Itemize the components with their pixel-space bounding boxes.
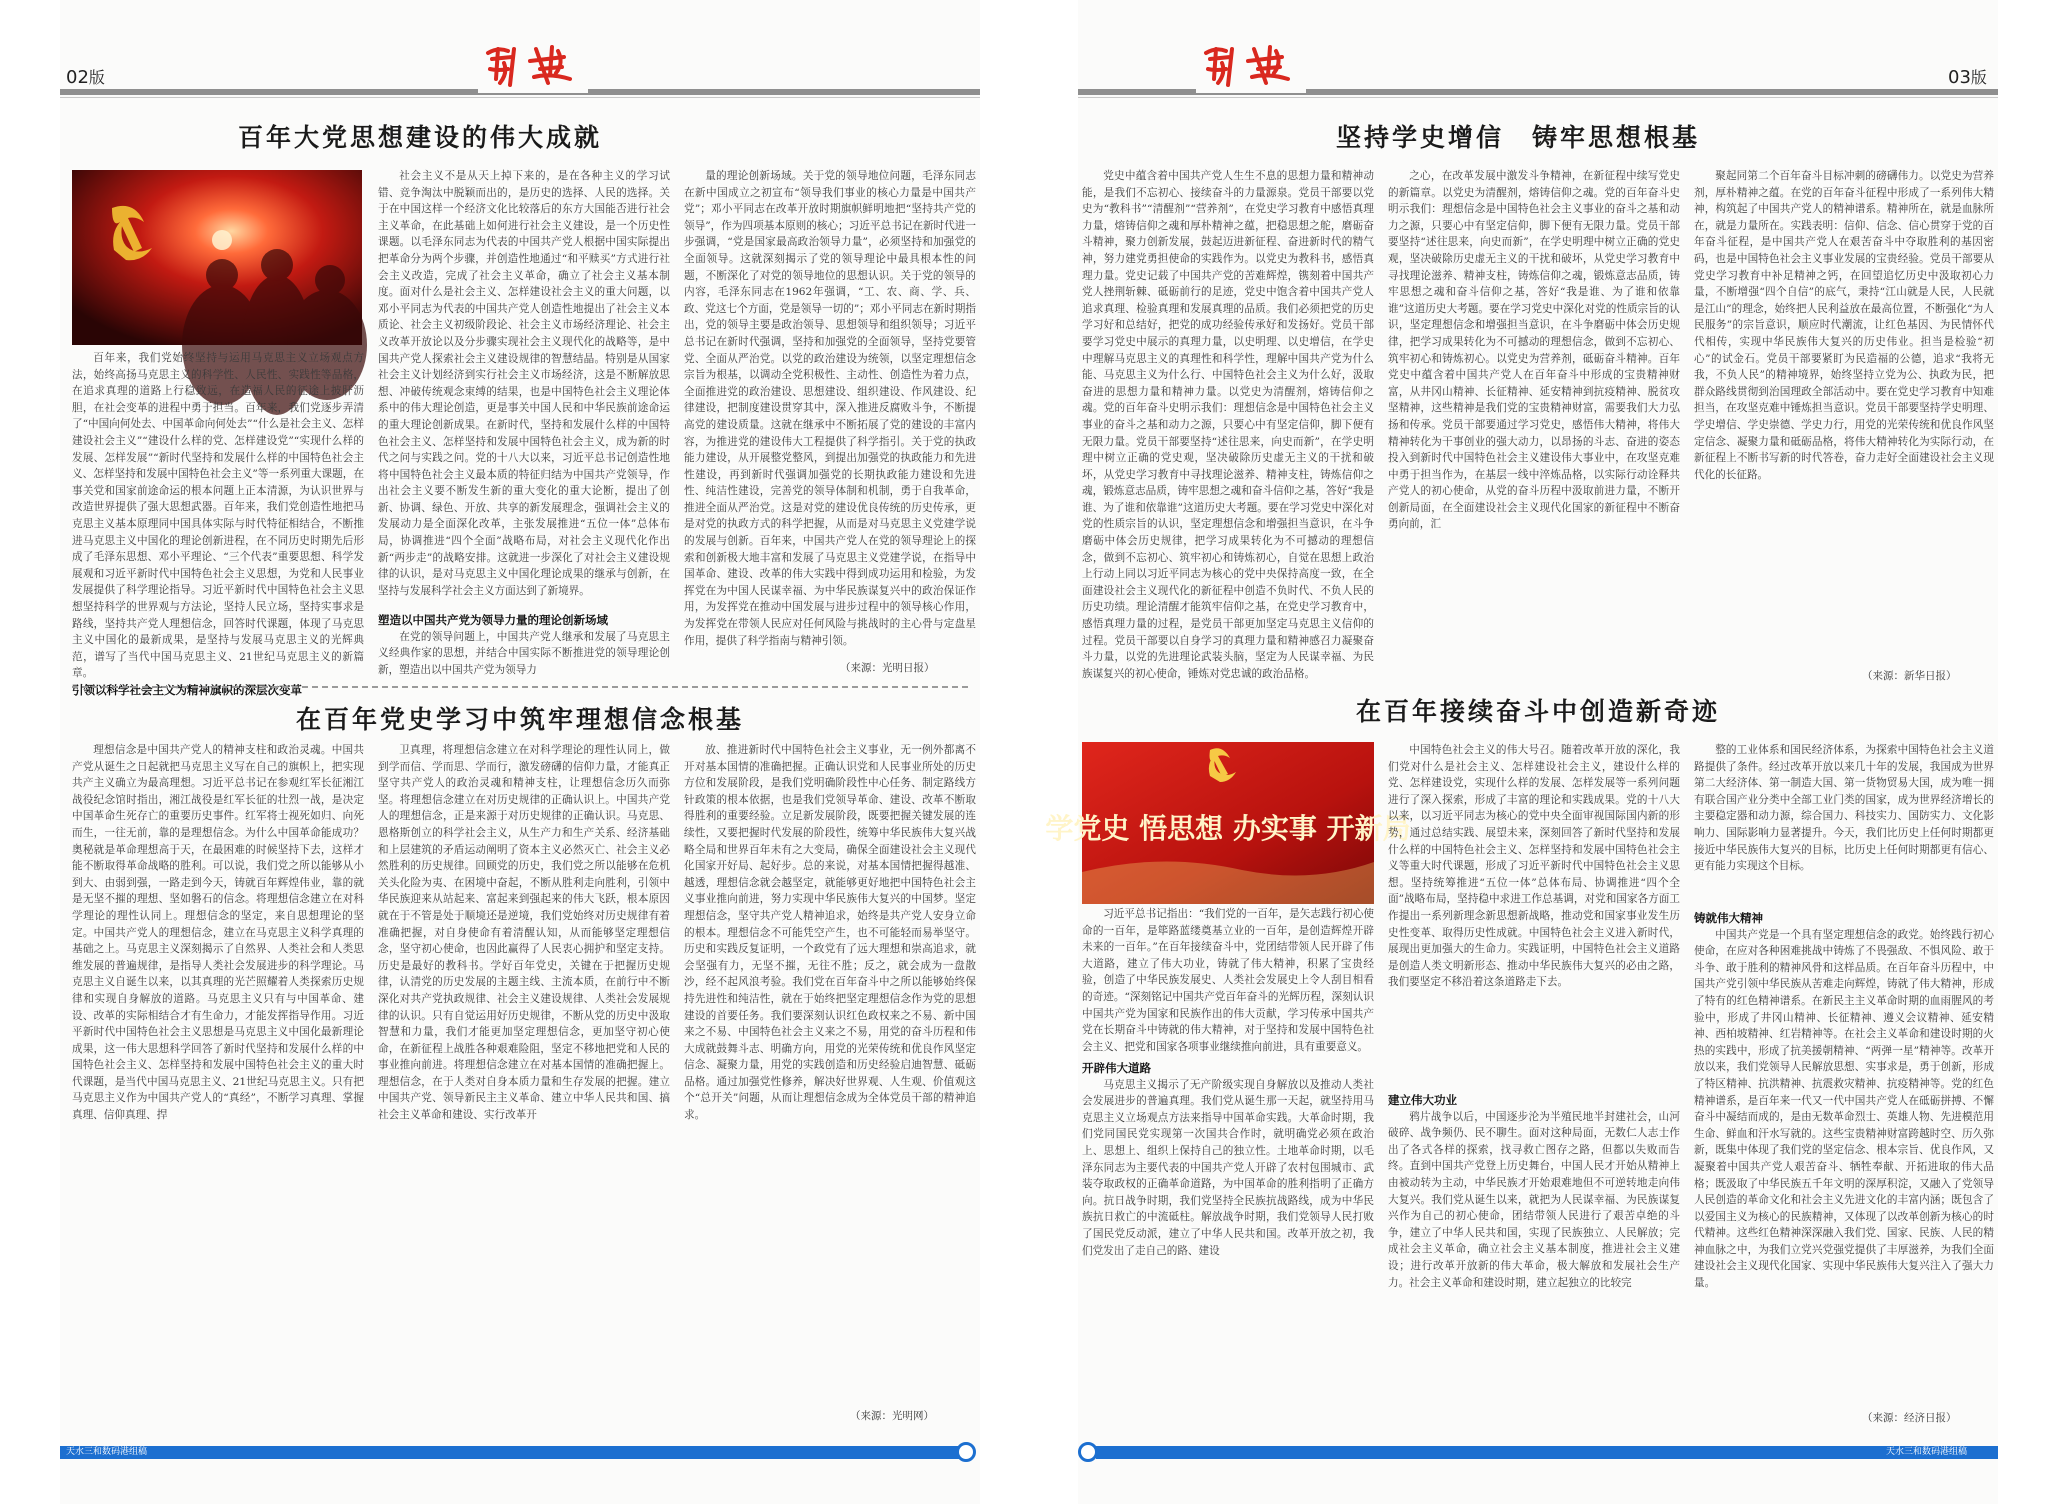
paragraph: 马克思主义揭示了无产阶级实现自身解放以及推动人类社会发展进步的普遍真理。我们党从诞生那一天起，就坚持用马克思主义立场观点方法来指导中国革命实践。大革命时期，我们党同国民党实现第一次国共合作时，就明确党必须在政治上、思想上、组织上保持自己的独立性。土地革命时期，以毛泽东同志为主要代表的中国共产党人开辟了农村包围城市、武装夺取政权的正确革命道路，为中国革命的胜利指明了正确方向。抗日战争时期，我们党坚持全民族抗战路线，成为中华民族抗日救亡的中流砥柱。解放战争时期，我们党领导人民打败了国民党反动派，建立了中华人民共和国。改革开放之初，我们党发出了走自己的路、建设 [1082, 1078, 1374, 1257]
article-column [378, 168, 670, 608]
paragraph: 中国共产党是一个具有坚定理想信念的政党。始终践行初心使命，在应对各种困难挑战中铸炼了不畏强敌、不惧风险、敢于斗争、敢于胜利的精神风骨和这样品质。在百年奋斗历程中，中国共产党引领中华民族从苦难走向辉煌，铸就了伟大精神，形成了特有的红色精神谱系。在新民主主义革命时期的血雨腥风的考验中，形成了井冈山精神、长征精神、遵义会议精神、延安精神、西柏坡精神、红岩精神等。在社会主义革命和建设时期的火热的实践中，形成了抗美援朝精神、“两弹一星”精神等。改革开放以来，我们党领导人民解放思想、实事求是，勇于创新，形成了特区精神、抗洪精神、抗震救灾精神、抗疫精神等。党的红色精神谱系，是百年来一代又一代中国共产党人在砥砺拼搏、不懈奋斗中凝结而成的，是由无数革命烈士、英雄人物、先进模范用生命、鲜血和汗水写就的。这些宝贵精神财富跨越时空、历久弥新，既集中体现了我们党的坚定信念、根本宗旨、优良作风，又凝聚着中国共产党人艰苦奋斗、牺牲奉献、开拓进取的伟大品格；既汲取了中华民族五千年文明的深厚积淀，又融入了党领导人民创造的革命文化和社会主义先进文化的丰富内涵；既包含了以爱国主义为核心的民族精神，又体现了以改革创新为核心的时代精神。这些红色精神深深融入我们党、国家、民族、人民的精神血脉之中，为我们立党兴党强党提供了丰厚滋养，为我们全面建设社会主义现代化国家、实现中华民族伟大复兴注入了强大力量。 [1694, 928, 1994, 1290]
article-column [1082, 168, 1374, 684]
source-credit: （来源：光明网） [850, 1410, 934, 1422]
source-credit: （来源：新华日报） [1862, 670, 1957, 682]
article-column [1388, 168, 1680, 684]
paragraph: 放、推进新时代中国特色社会主义事业，无一例外都离不开对基本国情的准确把握。正确认识党和人民事业所处的历史方位和发展阶段，是我们党明确阶段性中心任务、制定路线方针政策的根本依据，也是我们党领导革命、建设、改革不断取得胜利的重要经验。立足新发展阶段，既要把握关键发展的连续性，又要把握时代发展的阶段性，统筹中华民族伟大复兴战略全局和世界百年未有之大变局，确保全面建设社会主义现代化国家开好局、起好步。总的来说，对基本国情把握得越准、越透，理想信念就会越坚定，就能够更好地把中国特色社会主义事业推向前进，努力实现中华民族伟大复兴的中国梦。坚定理想信念，坚守共产党人精神追求，始终是共产党人安身立命的根本。理想信念不可能凭空产生，也不可能轻而易举坚守。历史和实践反复证明，一个政党有了远大理想和崇高追求，就会坚强有力，无坚不摧，无往不胜；反之，就会成为一盘散沙，经不起风浪考验。我们党在百年奋斗中之所以能够始终保持先进性和纯洁性，就在于始终把坚定理想信念作为党的思想建设的首要任务。我们要深刻认识红色政权来之不易、新中国来之不易、中国特色社会主义来之不易，用党的奋斗历程和伟大成就鼓舞斗志、明确方向，用党的光荣传统和优良作风坚定信念、凝聚力量，用党的实践创造和历史经验启迪智慧、砥砺品格。通过加强党性修养，解决好世界观、人生观、价值观这个“总开关”问题，从而让理想信念成为全体党员干部的精神追求。 [684, 744, 976, 1122]
paragraph: 聚起同第二个百年奋斗目标冲刺的磅礴伟力。以党史为营养剂，厚朴精神之蕴。在党的百年奋斗征程中形成了一系列伟大精神，构筑起了中国共产党人的精神谱系。精神所在，就是血脉所在，就是力量所在。实践表明：信仰、信念、信心贯穿于党的百年奋斗征程，是中国共产党人在艰苦奋斗中夺取胜利的基因密码，也是中国特色社会主义事业发展的宝贵经验。党员干部要从党史学习教育中补足精神之钙，在回望追忆历史中汲取初心力量，不断增强“四个自信”的底气，秉持“江山就是人民，人民就是江山”的理念，始终把人民利益放在最高位置，不断强化“为人民服务”的宗旨意识，顺应时代潮流，让红色基因、为民情怀代代相传，实现中华民族伟大复兴的历史伟业。担当是检验“初心”的试金石。党员干部要紧盯为民造福的公德，追求“我将无我，不负人民”的精神境界，始终坚持立党为公、执政为民，把群众路线贯彻到治国理政全部活动中。要在党史学习教育中知难担当，在攻坚克难中锤炼担当意识。党员干部要坚持学史明理、学史增信、学史崇德、学史力行，用党的光荣传统和优良作风坚定信念、凝聚力量和砥砺品格，将伟大精神转化为实际行动，在新征程上不断书写新的时代答卷，奋力走好全面建设社会主义现代化的长征路。 [1694, 170, 1994, 481]
section-subhead: 开辟伟大道路 [1082, 1061, 1151, 1075]
edition-number: 02版 [66, 67, 105, 88]
footer-circle [956, 1442, 976, 1462]
left-page [60, 0, 980, 1504]
paragraph: 理想信念是中国共产党人的精神支柱和政治灵魂。中国共产党从诞生之日起就把马克思主义写在自己的旗帜上，把实现共产主义确立为最高理想。习近平总书记在参观红军长征湘江战役纪念馆时指出，湘江战役是红军长征的壮烈一战，是决定中国革命生死存亡的重要历史事件。红军将士视死如归、向死而生，一往无前，靠的是理想信念。为什么中国革命能成功？奥秘就是革命理想高于天，在最困难的时候坚持下去，这样才能不断取得革命战略的胜利。可以说，我们党之所以能够从小到大、由弱到强，一路走到今天，铸就百年辉煌伟业，靠的就是无坚不摧的理想、坚如磐石的信念。将理想信念建立在对科学理论的理性认同上。理想信念的坚定，来自思想理论的坚定。中国共产党人的理想信念，建立在马克思主义科学真理的基础之上。马克思主义深刻揭示了自然界、人类社会和人类思维发展的普遍规律，是指导人类社会发展进步的科学理论。马克思主义自诞生以来，以其真理的光芒照耀着人类探索历史规律和实现自身解放的道路。马克思主义只有与中国革命、建设、改革的实际相结合才有生命力，才能发挥指导作用。习近平新时代中国特色社会主义思想是马克思主义中国化最新理论成果，这一伟大思想科学回答了新时代坚持和发展什么样的中国特色社会主义、怎样坚持和发展中国特色社会主义的重大时代课题，是当代中国马克思主义、21世纪马克思主义。只有把马克思主义作为中国共产党人的“真经”，不断学习真理、掌握真理、信仰真理、捍 [72, 744, 364, 1122]
paragraph: 鸦片战争以后，中国逐步沦为半殖民地半封建社会，山河破碎、战争频仍、民不聊生。面对这种局面，无数仁人志士作出了各式各样的探索，找寻救亡图存之路，但都以失败而告终。直到中国共产党登上历史舞台，中国人民才开始从精神上由被动转为主动，中华民族才开始艰难地但不可逆转地走向伟大复兴。我们党从诞生以来，就把为人民谋幸福、为民族谋复兴作为自己的初心使命，团结带领人民进行了艰苦卓绝的斗争，建立了中华人民共和国，实现了民族独立、人民解放；完成社会主义革命，确立社会主义基本制度，推进社会主义建设；进行改革开放新的伟大革命，极大解放和发展社会生产力。社会主义革命和建设时期，建立起独立的比较完 [1388, 1110, 1680, 1289]
dangjian-logo [478, 39, 588, 93]
article-column [72, 350, 364, 697]
right-header [1078, 55, 1998, 99]
article-column [1388, 1092, 1680, 1432]
party-history-banner [1045, 742, 1411, 904]
edition-number: 03版 [1948, 67, 1987, 88]
footer-circle [1078, 1442, 1098, 1462]
dangjian-logo [1196, 39, 1306, 93]
article-title: 百年大党思想建设的伟大成就 [237, 123, 602, 152]
paragraph: 量的理论创新场域。关于党的领导地位问题，毛泽东同志在新中国成立之初宣布“领导我们事业的核心力量是中国共产党”；邓小平同志在改革开放时期旗帜鲜明地把“坚持共产党的领导”，作为四项基本原则的核心；习近平总书记在新时代进一步强调，“党是国家最高政治领导力量”，必须坚持和加强党的全面领导。这就深刻揭示了党的领导理论中最具根本性的问题，不断深化了对党的领导地位的思想认识。关于党的领导的内容，毛泽东同志在1962年强调，“工、农、商、学、兵、政、党这七个方面，党是领导一切的”；邓小平同志在新时期指出，党的领导主要是政治领导、思想领导和组织领导；习近平总书记在新时代强调，坚持和加强党的全面领导，坚持党要管党、全面从严治党。以党的政治建设为统领，以坚定理想信念宗旨为根基，以调动全党积极性、主动性、创造性为着力点，全面推进党的政治建设、思想建设、组织建设、作风建设、纪律建设，把制度建设贯穿其中，深入推进反腐败斗争，不断提高党的建设质量。这就在继承中不断拓展了党的建设的丰富内容，为推进党的建设伟大工程提供了科学指引。关于党的执政能力建设，从开展整党整风，到提出加强党的执政能力和先进性建设，再到新时代强调加强党的长期执政能力建设和先进性、纯洁性建设，完善党的领导体制和机制，勇于自我革命，推进全面从严治党。这是对党的建设优良传统的历史传承，更是对党的执政方式的科学把握，从而是对马克思主义党建学说的发展与创新。百年来，中国共产党人在党的领导理论上的探索和创新极大地丰富和发展了马克思主义党建学说，在指导中国革命、建设、改革的伟大实践中得到成功运用和检验，为发挥党在为中国人民谋幸福、为中华民族谋复兴中的政治保证作用，为发挥党在推动中国发展与进步过程中的领导核心作用，为发挥党在带领人民应对任何风险与挑战时的主心骨与定盘星作用，提供了科学指南与精神引领。 [684, 170, 976, 647]
left-header [60, 55, 980, 99]
left-footer [60, 1442, 980, 1466]
article-column [684, 168, 976, 654]
paragraph: 在党的领导问题上，中国共产党人继承和发展了马克思主义经典作家的思想，并结合中国实际不断推进党的领导理论创新，塑造出以中国共产党为领导力 [378, 630, 670, 676]
source-credit: （来源：经济日报） [1862, 1412, 1957, 1424]
article-column [1694, 168, 1994, 664]
section-subhead: 铸就伟大精神 [1694, 911, 1763, 925]
article-column [1388, 742, 1680, 1088]
section-subhead: 塑造以中国共产党为领导力量的理论创新场域 [378, 613, 608, 627]
article-title: 坚持学史增信 铸牢思想根基 [1335, 123, 1700, 152]
right-page [1045, 0, 1998, 1504]
paragraph: 社会主义不是从天上掉下来的，是在各种主义的学习试错、竞争淘汰中脱颖而出的，是历史的选择、人民的选择。关于在中国这样一个经济文化比较落后的东方大国能否进行社会主义革命，在此基础上如何进行社会主义建设，是一个历史性课题。以毛泽东同志为代表的中国共产党人根据中国实际提出把革命分为两个步骤，并创造性地通过“和平赎买”方式进行社会主义改造，完成了社会主义革命，确立了社会主义基本制度。面对什么是社会主义、怎样建设社会主义的重大问题，以邓小平同志为代表的中国共产党人创造性地提出了社会主义本质论、社会主义初级阶段论、社会主义市场经济理论、社会主义改革开放论以及分步骤实现社会主义现代化的战略等，是中国共产党人探索社会主义建设规律的智慧结晶。特别是从国家社会主义计划经济到实行社会主义市场经济，这是不断解放思想、冲破传统观念束缚的结果，也是中国特色社会主义理论体系中的伟大理论创造，更是事关中国人民和中华民族前途命运的重大理论创新成果。在新时代，坚持和发展什么样的中国特色社会主义、怎样坚持和发展中国特色社会主义，成为新的时代之问与实践之问。党的十八大以来，习近平总书记创造性地将中国特色社会主义最本质的特征归结为中国共产党领导，作出社会主义要不断发生新的重大变化的重大论断，提出了创新、协调、绿色、开放、共享的新发展理念，强调社会主义的发展动力是全面深化改革，主张发展推进“五位一体”总体布局，协调推进“四个全面”战略布局，对社会主义现代化作出新“两步走”的战略安排。这就进一步深化了对社会主义建设规律的认识，是对马克思主义中国化理论成果的继承与创新，在坚持与发展科学社会主义方面达到了新境界。 [378, 170, 670, 597]
article-column [684, 742, 976, 1402]
paragraph: 中国特色社会主义的伟大号召。随着改革开放的深化，我们党对什么是社会主义、怎样建设社会主义，建设什么样的党、怎样建设党，实现什么样的发展、怎样发展等一系列问题进行了深入探索，形成了丰富的理论和实践成果。党的十八大以来，以习近平同志为核心的党中央全面审视国际国内新的形势，通过总结实践、展望未来，深刻回答了新时代坚持和发展什么样的中国特色社会主义、怎样坚持和发展中国特色社会主义等重大时代课题，形成了习近平新时代中国特色社会主义思想。坚持统筹推进“五位一体”总体布局、协调推进“四个全面”战略布局，坚持稳中求进工作总基调，对党和国家各方面工作提出一系列新理念新思想新战略，推动党和国家事业发生历史性变革、取得历史性成就。中国特色社会主义进入新时代，展现出更加强大的生命力。实践证明，中国特色社会主义道路是创造人类文明新形态、推动中华民族伟大复兴的必由之路，我们要坚定不移沿着这条道路走下去。 [1388, 744, 1680, 989]
header-rule-thin [1078, 97, 1998, 98]
footer-bar [60, 1446, 960, 1459]
article-column [378, 742, 670, 1430]
paragraph: 卫真理，将理想信念建立在对科学理论的理性认同上，做到学而信、学而思、学而行，激发磅礴的信仰力量，才能真正坚守共产党人的政治灵魂和精神支柱，让理想信念历久而弥坚。将理想信念建立在对历史规律的正确认识上。中国共产党人的理想信念，正是来源于对历史规律的正确认识。马克思、恩格斯创立的科学社会主义，从生产力和生产关系、经济基础和上层建筑的矛盾运动阐明了资本主义必然灭亡、社会主义必然胜利的历史规律。回顾党的历史，我们党之所以能够在危机关头化险为夷、在困境中奋起，不断从胜利走向胜利，引领中华民族迎来从站起来、富起来到强起来的伟大飞跃，根本原因就在于不管是处于顺境还是逆境，我们党始终对历史规律有着准确把握，对自身使命有着清醒认知，从而能够坚定理想信念，坚守初心使命，也因此赢得了人民衷心拥护和坚定支持。历史是最好的教科书。学好百年党史，关键在于把握历史规律，认清党的历史发展的主题主线、主流本质，在前行中不断深化对共产党执政规律、社会主义建设规律、人类社会发展规律的认识。只有自觉运用好历史规律，不断从党的历史中汲取智慧和力量，我们才能更加坚定理想信念，更加坚守初心使命，在新征程上战胜各种艰难险阻，坚定不移地把党和人民的事业推向前进。将理想信念建立在对基本国情的准确把握上。理想信念，在于人类对自身本质力量和生存发展的把握。建立中国共产党、领导新民主主义革命、建立中华人民共和国、搞社会主义革命和建设、实行改革开 [378, 744, 670, 1122]
section-divider [72, 686, 968, 688]
footer-credit: 天水三和数码港组稿 [66, 1447, 148, 1457]
article-column [1082, 906, 1374, 1058]
article-title: 在百年接续奋斗中创造新奇迹 [1355, 697, 1720, 726]
article-column [1082, 1060, 1374, 1432]
banner-text: 学党史 悟思想 办实事 开新局 [1045, 812, 1411, 845]
right-footer [1078, 1442, 1998, 1466]
article-column [72, 742, 364, 1430]
paragraph: 之心，在改革发展中激发斗争精神，在新征程中续写党史的新篇章。以党史为清醒剂，熔铸信仰之魂。党的百年奋斗史明示我们：理想信念是中国特色社会主义事业的奋斗之基和动力之源，只要心中有坚定信仰，脚下便有无限力量。党员干部要坚持“述往思来，向史而新”，在学史明理中树立正确的党史观，坚决破除历史虚无主义的干扰和破坏，从党史学习教育中寻找理论滋养、精神支柱，铸炼信仰之魂，锻炼意志品质，铸牢思想之魂和奋斗信仰之基，答好“我是谁、为了谁和依靠谁”这道历史大考题。要在学习党史中深化对党的性质宗旨的认识，坚定理想信念和增强担当意识，在斗争磨砺中体会历史规律，把学习成果转化为不可撼动的理想信念，做到不忘初心、筑牢初心和铸炼初心。以党史为营养剂，砥砺奋斗精神。百年党史中蕴含着中国共产党人在百年奋斗中形成的宝贵精神财富，从井冈山精神、长征精神、延安精神到抗疫精神、脱贫攻坚精神，这些精神是我们党的宝贵精神财富，需要我们大力弘扬和传承。党员干部要通过学习党史，感悟伟大精神，将伟大精神转化为干事创业的强大动力，以昂扬的斗志、奋进的姿态投入到新时代中国特色社会主义建设伟大事业中，在攻坚克难中勇于担当作为，在基层一线中淬炼品格，以实际行动诠释共产党人的初心使命，从党的奋斗历程中汲取前进力量，不断开创新局面，在全面建设社会主义现代化国家的新征程中不断奋勇向前，汇 [1388, 170, 1680, 531]
article-column [1694, 910, 1994, 1408]
section-subhead: 引领以科学社会主义为精神旗帜的深层次变革 [72, 682, 302, 697]
footer-bar [1096, 1446, 1998, 1459]
paragraph: 党史中蕴含着中国共产党人生生不息的思想力量和精神动能，是我们不忘初心、接续奋斗的力量源泉。党员干部要以党史为“教科书”“清醒剂”“营养剂”，在党史学习教育中感悟真理力量，熔铸信仰之魂和厚朴精神之蕴，把稳思想之舵，磨砺奋斗精神，聚力创新发展，鼓起迈进新征程、奋进新时代的精气神，努力建党勇担使命的实践作为。以党史为教科书，感悟真理力量。党史记载了中国共产党的苦难辉煌，镌刻着中国共产党人挫荆斩棘、砥砺前行的足迹，党史中饱含着中国共产党人追求真理、检验真理和发展真理的品质。我们必须把党的历史学习好和总结好，把党的成功经验传承好和发扬好。党员干部要学习党史中展示的真理力量，以史明理、以史增信，在学史中理解马克思主义的真理性和科学性，理解中国共产党为什么能、马克思主义为什么行、中国特色社会主义为什么好，汲取奋进的思想力量和精神力量。以党史为清醒剂，熔铸信仰之魂。党的百年奋斗史明示我们：理想信念是中国特色社会主义事业的奋斗之基和动力之源，只要心中有坚定信仰，脚下便有无限力量。党员干部要坚持“述往思来，向史而新”，在学史明理中树立正确的党史观，坚决破除历史虚无主义的干扰和破坏，从党史学习教育中寻找理论滋养、精神支柱，铸炼信仰之魂，锻炼意志品质，铸牢思想之魂和奋斗信仰之基，答好“我是谁、为了谁和依靠谁”这道历史大考题。要在学习党史中深化对党的性质宗旨的认识，坚定理想信念和增强担当意识，在斗争磨砺中体会历史规律，把学习成果转化为不可撼动的理想信念，做到不忘初心、筑牢初心和铸炼初心，自觉在思想上政治上行动上同以习近平同志为核心的党中央保持高度一致，在全面建设社会主义现代化的新征程中创造不负时代、不负人民的历史功绩。理论清醒才能筑牢信仰之基，在党史学习教育中，感悟真理力量的过程，是党员干部更加坚定马克思主义信仰的过程。党员干部要以自身学习的真理力量和精神感召力凝聚奋斗力量，以党的先进理论武装头脑，坚定为人民谋幸福、为民族谋复兴的初心使命，锤炼对党忠诚的政治品格。 [1082, 170, 1374, 680]
footer-credit: 天水三和数码港组稿 [1886, 1447, 1968, 1457]
section-subhead: 建立伟大功业 [1388, 1093, 1457, 1107]
paragraph: 习近平总书记指出：“我们党的一百年，是矢志践行初心使命的一百年，是筚路蓝缕奠基立业的一百年，是创造辉煌开辟未来的一百年。”在百年接续奋斗中，党团结带领人民开辟了伟大道路，建立了伟大功业，铸就了伟大精神，积累了宝贵经验，创造了中华民族发展史、人类社会发展史上令人刮目相看的奇迹。“深刻铭记中国共产党百年奋斗的光辉历程，深刻认识中国共产党为国家和民族作出的伟大贡献，学习传承中国共产党在长期奋斗中铸就的伟大精神，对于坚持和发展中国特色社会主义、把党和国家各项事业继续推向前进，具有重要意义。 [1082, 908, 1374, 1053]
party-flag-photo [72, 170, 362, 345]
paragraph: 百年来，我们党始终坚持与运用马克思主义立场观点方法，始终高扬马克思主义的科学性、人民性、实践性等品格，在追求真理的道路上行稳致远，在造福人民的征途上披肝沥胆，在社会变革的进程中勇于担当。百年来，我们党逐步弄清了“中国向何处去、中国革命向何处去”“什么是社会主义、怎样建设社会主义”“建设什么样的党、怎样建设党”“实现什么样的发展、怎样发展”“新时代坚持和发展什么样的中国特色社会主义、怎样坚持和发展中国特色社会主义”等一系列重大课题，在事关党和国家前途命运的根本问题上正本清源，为认识世界与改造世界提供了强大思想武器。百年来，我们党创造性地把马克思主义基本原理同中国具体实际与时代特征相结合，不断推进马克思主义中国化的理论创新进程，在不同历史时期先后形成了毛泽东思想、邓小平理论、“三个代表”重要思想、科学发展观和习近平新时代中国特色社会主义思想，为党和人民事业发展提供了科学理论指导。习近平新时代中国特色社会主义思想坚持科学的世界观与方法论，坚持人民立场，坚持实事求是路线，坚持共产党人理想信念，回答时代课题，体现了马克思主义中国化的最新成果，是坚持与发展马克思主义的光辉典范，谱写了当代中国马克思主义、21世纪马克思主义的新篇章。 [72, 352, 364, 680]
paragraph: 整的工业体系和国民经济体系，为探索中国特色社会主义道路提供了条件。经过改革开放以来几十年的发展，我国成为世界第二大经济体、第一制造大国、第一货物贸易大国，成为唯一拥有联合国产业分类中全部工业门类的国家，成为世界经济增长的主要稳定器和动力源，综合国力、科技实力、国防实力、文化影响力、国际影响力显著提升。今天，我们比历史上任何时期都更接近中华民族伟大复兴的目标，比历史上任何时期都更有信心、更有能力实现这个目标。 [1694, 744, 1994, 873]
header-rule-thin [60, 97, 980, 98]
source-credit: （来源：光明日报） [840, 662, 935, 674]
article-column [1694, 742, 1994, 908]
article-column [378, 612, 670, 674]
article-title: 在百年党史学习中筑牢理想信念根基 [295, 705, 744, 734]
